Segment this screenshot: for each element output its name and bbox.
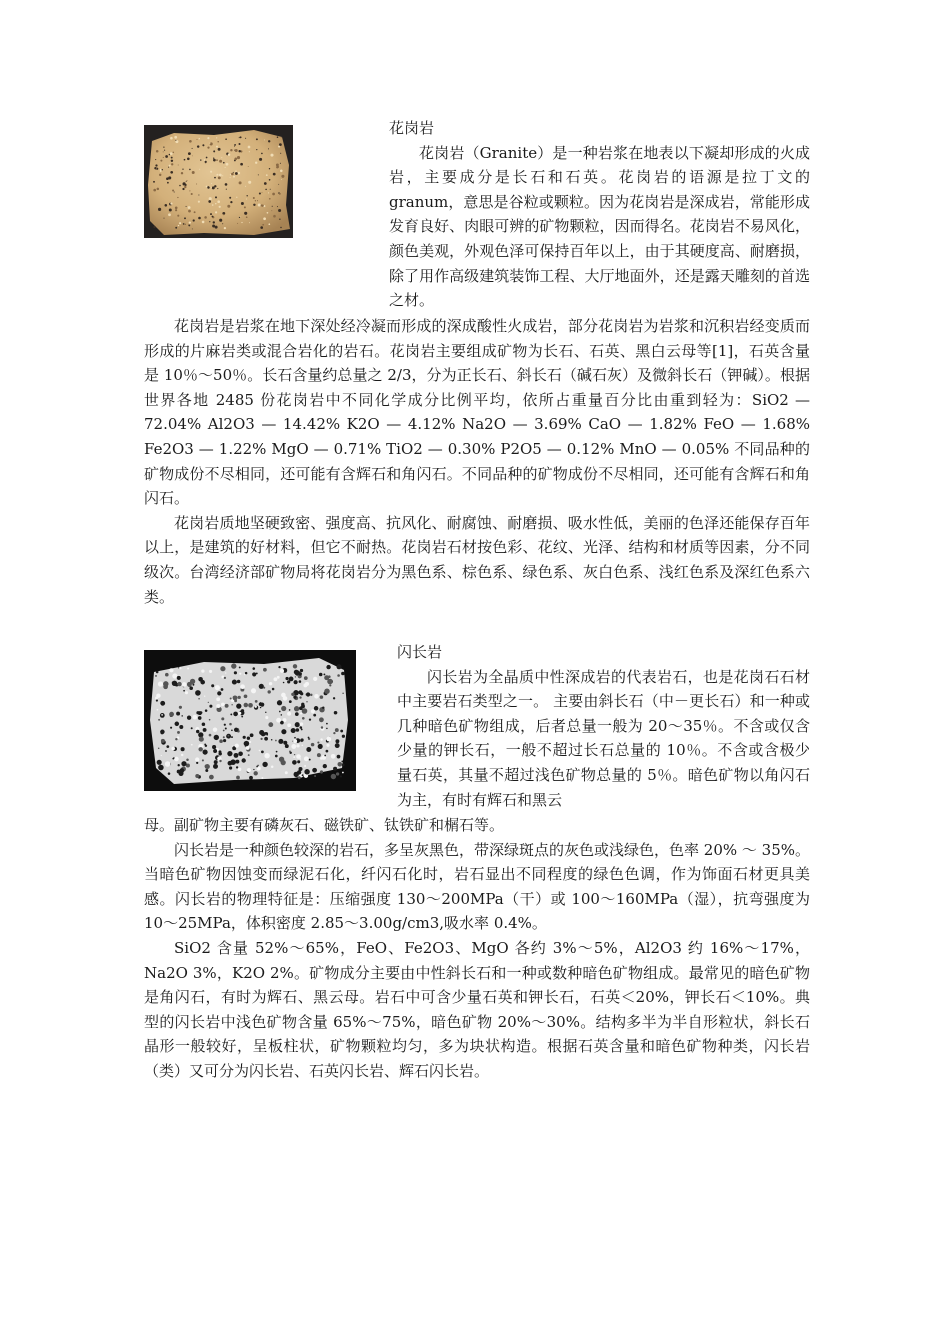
granite-paragraph-1: 花岗岩是岩浆在地下深处经冷凝而形成的深成酸性火成岩，部分花岗岩为岩浆和沉积岩经变质而形成的片麻岩类或混合岩化的岩石。花岗岩主要组成矿物为长石、石英、黑白云母等[1]，石英含量是 10％～50％。长石含量约总量之 2/3，分为正长石、斜长石（碱石灰）及微斜长石（钾碱）。根据世界各地 2485 份花岗岩中不同化学成分比例平均，依所占重量百分比由重到轻为：SiO2 — 72.04% Al2O3 — 14.42% K2O — 4.12% Na2O — 3.69% CaO — 1.82% FeO — 1.68% Fe2O3 — 1.22% MgO — 0.71% TiO2 — 0.30% P2O5 — 0.12% MnO — 0.05% 不同品种的矿物成份不尽相同，还可能有含辉石和角闪石。不同品种的矿物成份不尽相同，还可能有含辉石和角闪石。	[144, 317, 810, 508]
diorite-intro-continuation: 母。副矿物主要有磷灰石、磁铁矿、钛铁矿和榍石等。	[144, 816, 505, 834]
granite-title: 花岗岩	[389, 119, 435, 137]
granite-intro-block	[389, 116, 810, 313]
granite-intro-paragraph: 花岗岩（Granite）是一种岩浆在地表以下凝却形成的火成岩，主要成分是长石和石英。花岗岩的语源是拉丁文的 granum，意思是谷粒或颗粒。因为花岗岩是深成岩，常能形成发育良好、肉眼可辨的矿物颗粒，因而得名。花岗岩不易风化，颜色美观，外观色泽可保持百年以上，由于其硬度高、耐磨损，除了用作高级建筑装饰工程、大厅地面外，还是露天雕刻的首选之材。	[389, 143, 810, 310]
diorite-intro-block	[397, 640, 810, 812]
granite-paragraph-2: 花岗岩质地坚硬致密、强度高、抗风化、耐腐蚀、耐磨损、吸水性低，美丽的色泽还能保存百年以上，是建筑的好材料，但它不耐热。花岗岩石材按色彩、花纹、光泽、结构和材质等因素，分不同级次。台湾经济部矿物局将花岗岩分为黑色系、棕色系、绿色系、灰白色系、浅红色系及深红色系六类。	[144, 513, 810, 606]
granite-photo	[144, 125, 293, 238]
diorite-title: 闪长岩	[397, 643, 443, 661]
diorite-body	[144, 813, 810, 1084]
diorite-paragraph-1: 闪长岩是一种颜色较深的岩石，多呈灰黑色，带深绿斑点的灰色或浅绿色，色率 20% ～ 35%。当暗色矿物因蚀变而绿泥石化，纤闪石化时，岩石显出不同程度的绿色色调，作为饰面石材更具美感。闪长岩的物理特征是：压缩强度 130～200MPa（干）或 100～160MPa（湿），抗弯强度为 10～25MPa，体积密度 2.85～3.00g/cm3,吸水率 0.4%。	[144, 840, 810, 933]
diorite-paragraph-2: SiO2 含量 52%～65%，FeO、Fe2O3、MgO 各约 3%～5%，Al2O3 约 16%～17%，Na2O 3%，K2O 2%。矿物成分主要由中性斜长石和一种或数种暗色矿物组成。最常见的暗色矿物是角闪石，有时为辉石、黑云母。岩石中可含少量石英和钾长石，石英＜20%，钾长石＜10%。典型的闪长岩中浅色矿物含量 65%～75%，暗色矿物 20%～30%。结构多半为半自形粒状，斜长石晶形一般较好，呈板柱状，矿物颗粒均匀，多为块状构造。根据石英含量和暗色矿物种类，闪长岩（类）又可分为闪长岩、石英闪长岩、辉石闪长岩。	[144, 938, 810, 1080]
diorite-photo	[144, 650, 356, 791]
granite-body	[144, 314, 810, 609]
diorite-intro-paragraph: 闪长岩为全晶质中性深成岩的代表岩石，也是花岗石石材中主要岩石类型之一。 主要由斜长石（中－更长石）和一种或几种暗色矿物组成，后者总量一般为 20～35％。不含或仅含少量的钾长石，一般不超过长石总量的 10％。不含或含极少量石英，其量不超过浅色矿物总量的 5％。暗色矿物以角闪石为主，有时有辉石和黑云	[397, 667, 810, 809]
